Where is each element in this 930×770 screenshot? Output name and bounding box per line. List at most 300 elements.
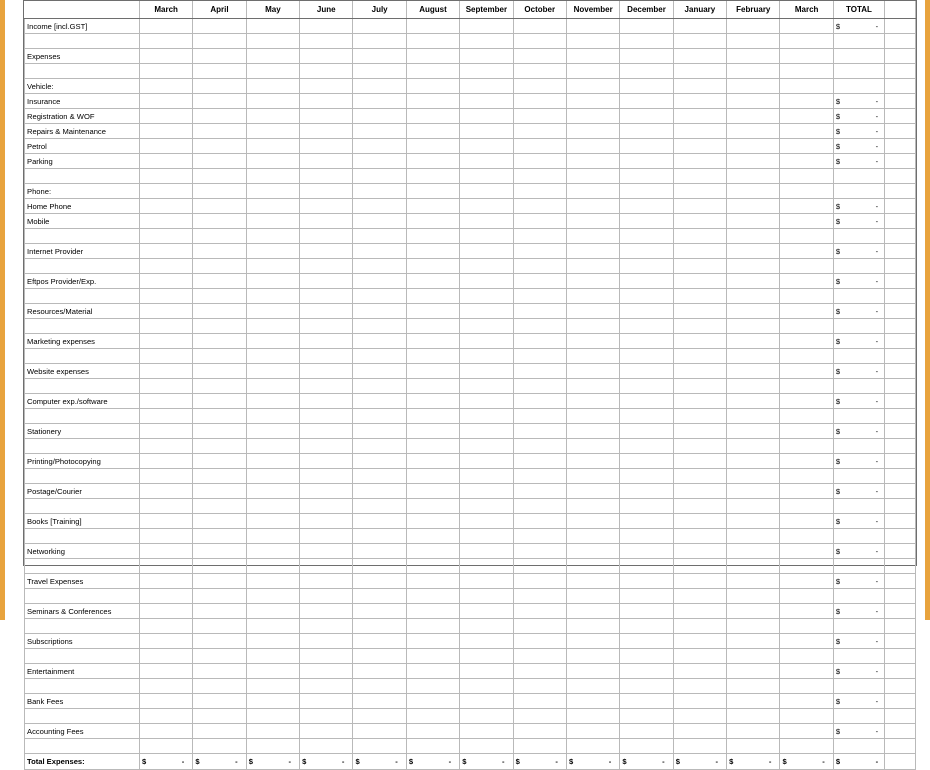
amount-cell[interactable]	[513, 274, 566, 289]
amount-cell[interactable]	[353, 79, 406, 94]
amount-cell[interactable]	[353, 124, 406, 139]
amount-cell[interactable]	[246, 439, 299, 454]
amount-cell[interactable]	[353, 139, 406, 154]
amount-cell[interactable]	[620, 289, 673, 304]
amount-cell[interactable]	[620, 424, 673, 439]
amount-cell[interactable]	[246, 19, 299, 34]
row-label[interactable]: Expenses	[25, 49, 140, 64]
amount-cell[interactable]	[727, 514, 780, 529]
amount-cell[interactable]	[406, 169, 459, 184]
amount-cell[interactable]	[300, 664, 353, 679]
amount-cell[interactable]	[673, 94, 726, 109]
amount-cell[interactable]	[300, 649, 353, 664]
amount-cell[interactable]	[460, 559, 513, 574]
amount-cell[interactable]	[353, 649, 406, 664]
amount-cell[interactable]	[513, 364, 566, 379]
amount-cell[interactable]	[406, 574, 459, 589]
amount-cell[interactable]	[513, 724, 566, 739]
amount-cell[interactable]	[780, 259, 833, 274]
amount-cell[interactable]	[727, 259, 780, 274]
amount-cell[interactable]	[620, 634, 673, 649]
amount-cell[interactable]	[300, 214, 353, 229]
amount-cell[interactable]	[193, 154, 246, 169]
amount-cell[interactable]	[780, 274, 833, 289]
amount-cell[interactable]	[566, 634, 619, 649]
amount-cell[interactable]	[673, 514, 726, 529]
amount-cell[interactable]	[193, 574, 246, 589]
amount-cell[interactable]	[353, 544, 406, 559]
amount-cell[interactable]	[513, 79, 566, 94]
row-label[interactable]: Mobile	[25, 214, 140, 229]
amount-cell[interactable]	[673, 274, 726, 289]
amount-cell[interactable]	[780, 109, 833, 124]
amount-cell[interactable]	[673, 334, 726, 349]
amount-cell[interactable]	[353, 19, 406, 34]
amount-cell[interactable]	[727, 64, 780, 79]
amount-cell[interactable]	[193, 229, 246, 244]
amount-cell[interactable]	[566, 154, 619, 169]
amount-cell[interactable]	[193, 214, 246, 229]
amount-cell[interactable]	[673, 214, 726, 229]
amount-cell[interactable]	[139, 199, 192, 214]
amount-cell[interactable]	[406, 79, 459, 94]
amount-cell[interactable]	[353, 664, 406, 679]
amount-cell[interactable]	[460, 499, 513, 514]
amount-cell[interactable]	[139, 214, 192, 229]
amount-cell[interactable]	[620, 34, 673, 49]
amount-cell[interactable]	[300, 544, 353, 559]
row-label[interactable]	[25, 259, 140, 274]
amount-cell[interactable]	[139, 49, 192, 64]
amount-cell[interactable]	[513, 529, 566, 544]
amount-cell[interactable]	[193, 109, 246, 124]
amount-cell[interactable]	[353, 259, 406, 274]
row-label[interactable]: Subscriptions	[25, 634, 140, 649]
amount-cell[interactable]	[353, 169, 406, 184]
amount-cell[interactable]	[727, 664, 780, 679]
amount-cell[interactable]	[620, 724, 673, 739]
amount-cell[interactable]	[566, 424, 619, 439]
amount-cell[interactable]	[246, 349, 299, 364]
row-label[interactable]: Petrol	[25, 139, 140, 154]
amount-cell[interactable]	[513, 154, 566, 169]
amount-cell[interactable]	[406, 679, 459, 694]
amount-cell[interactable]	[193, 319, 246, 334]
amount-cell[interactable]	[139, 19, 192, 34]
amount-cell[interactable]	[566, 64, 619, 79]
amount-cell[interactable]	[406, 739, 459, 754]
row-label[interactable]: Home Phone	[25, 199, 140, 214]
amount-cell[interactable]	[300, 49, 353, 64]
amount-cell[interactable]	[566, 349, 619, 364]
amount-cell[interactable]	[460, 439, 513, 454]
amount-cell[interactable]	[727, 169, 780, 184]
amount-cell[interactable]	[193, 589, 246, 604]
total-amount-cell[interactable]	[833, 319, 884, 334]
amount-cell[interactable]	[566, 364, 619, 379]
amount-cell[interactable]	[513, 214, 566, 229]
amount-cell[interactable]	[139, 154, 192, 169]
amount-cell[interactable]	[406, 139, 459, 154]
amount-cell[interactable]	[727, 349, 780, 364]
amount-cell[interactable]	[780, 394, 833, 409]
amount-cell[interactable]	[566, 379, 619, 394]
amount-cell[interactable]	[513, 379, 566, 394]
amount-cell[interactable]	[353, 424, 406, 439]
amount-cell[interactable]	[300, 529, 353, 544]
amount-cell[interactable]	[193, 664, 246, 679]
amount-cell[interactable]	[193, 199, 246, 214]
amount-cell[interactable]	[513, 469, 566, 484]
amount-cell[interactable]	[513, 229, 566, 244]
amount-cell[interactable]	[246, 229, 299, 244]
amount-cell[interactable]	[300, 604, 353, 619]
amount-cell[interactable]	[460, 334, 513, 349]
amount-cell[interactable]	[139, 169, 192, 184]
amount-cell[interactable]	[727, 589, 780, 604]
amount-cell[interactable]	[620, 469, 673, 484]
amount-cell[interactable]	[513, 124, 566, 139]
amount-cell[interactable]	[513, 439, 566, 454]
amount-cell[interactable]	[193, 244, 246, 259]
amount-cell[interactable]	[566, 649, 619, 664]
amount-cell[interactable]	[727, 484, 780, 499]
amount-cell[interactable]	[300, 169, 353, 184]
amount-cell[interactable]	[566, 514, 619, 529]
amount-cell[interactable]	[566, 619, 619, 634]
amount-cell[interactable]	[566, 709, 619, 724]
amount-cell[interactable]	[620, 139, 673, 154]
amount-cell[interactable]	[193, 394, 246, 409]
amount-cell[interactable]	[513, 199, 566, 214]
amount-cell[interactable]	[780, 169, 833, 184]
amount-cell[interactable]	[780, 484, 833, 499]
amount-cell[interactable]	[353, 574, 406, 589]
row-label[interactable]: Income [incl.GST]	[25, 19, 140, 34]
amount-cell[interactable]	[193, 499, 246, 514]
amount-cell[interactable]	[139, 514, 192, 529]
amount-cell[interactable]	[353, 319, 406, 334]
amount-cell[interactable]	[300, 274, 353, 289]
amount-cell[interactable]	[300, 139, 353, 154]
amount-cell[interactable]	[406, 244, 459, 259]
amount-cell[interactable]	[193, 49, 246, 64]
row-label[interactable]	[25, 319, 140, 334]
amount-cell[interactable]	[727, 94, 780, 109]
amount-cell[interactable]	[353, 484, 406, 499]
amount-cell[interactable]	[513, 139, 566, 154]
amount-cell[interactable]	[620, 394, 673, 409]
total-amount-cell[interactable]	[833, 559, 884, 574]
amount-cell[interactable]	[406, 64, 459, 79]
amount-cell[interactable]	[193, 424, 246, 439]
amount-cell[interactable]	[727, 649, 780, 664]
amount-cell[interactable]	[620, 334, 673, 349]
amount-cell[interactable]	[460, 199, 513, 214]
amount-cell[interactable]	[620, 664, 673, 679]
amount-cell[interactable]	[139, 79, 192, 94]
amount-cell[interactable]	[780, 679, 833, 694]
amount-cell[interactable]	[566, 319, 619, 334]
amount-cell[interactable]	[727, 544, 780, 559]
amount-cell[interactable]	[246, 724, 299, 739]
amount-cell[interactable]	[139, 634, 192, 649]
amount-cell[interactable]	[566, 544, 619, 559]
amount-cell[interactable]	[727, 79, 780, 94]
amount-cell[interactable]	[673, 424, 726, 439]
amount-cell[interactable]	[513, 259, 566, 274]
amount-cell[interactable]	[673, 49, 726, 64]
amount-cell[interactable]	[406, 304, 459, 319]
amount-cell[interactable]	[353, 454, 406, 469]
amount-cell[interactable]	[673, 289, 726, 304]
amount-cell[interactable]	[673, 439, 726, 454]
amount-cell[interactable]	[353, 214, 406, 229]
amount-cell[interactable]	[460, 109, 513, 124]
amount-cell[interactable]	[780, 229, 833, 244]
amount-cell[interactable]	[460, 289, 513, 304]
amount-cell[interactable]	[246, 64, 299, 79]
amount-cell[interactable]	[566, 574, 619, 589]
amount-cell[interactable]	[566, 739, 619, 754]
amount-cell[interactable]	[406, 634, 459, 649]
amount-cell[interactable]	[300, 109, 353, 124]
amount-cell[interactable]	[673, 664, 726, 679]
amount-cell[interactable]	[727, 409, 780, 424]
amount-cell[interactable]	[353, 154, 406, 169]
row-label[interactable]: Resources/Material	[25, 304, 140, 319]
amount-cell[interactable]	[300, 454, 353, 469]
amount-cell[interactable]	[727, 679, 780, 694]
row-label[interactable]: Phone:	[25, 184, 140, 199]
amount-cell[interactable]	[460, 214, 513, 229]
amount-cell[interactable]	[139, 184, 192, 199]
amount-cell[interactable]	[406, 709, 459, 724]
total-amount-cell[interactable]	[833, 589, 884, 604]
amount-cell[interactable]	[193, 484, 246, 499]
amount-cell[interactable]	[300, 34, 353, 49]
amount-cell[interactable]	[406, 694, 459, 709]
amount-cell[interactable]	[460, 259, 513, 274]
amount-cell[interactable]	[246, 304, 299, 319]
amount-cell[interactable]	[460, 34, 513, 49]
amount-cell[interactable]	[246, 334, 299, 349]
amount-cell[interactable]	[780, 244, 833, 259]
amount-cell[interactable]	[353, 289, 406, 304]
amount-cell[interactable]	[780, 724, 833, 739]
amount-cell[interactable]	[300, 154, 353, 169]
amount-cell[interactable]	[566, 199, 619, 214]
amount-cell[interactable]	[620, 709, 673, 724]
amount-cell[interactable]	[300, 364, 353, 379]
amount-cell[interactable]	[566, 259, 619, 274]
amount-cell[interactable]	[673, 634, 726, 649]
amount-cell[interactable]	[300, 334, 353, 349]
amount-cell[interactable]	[406, 454, 459, 469]
amount-cell[interactable]	[780, 529, 833, 544]
amount-cell[interactable]	[673, 184, 726, 199]
amount-cell[interactable]	[780, 214, 833, 229]
amount-cell[interactable]	[780, 319, 833, 334]
amount-cell[interactable]	[673, 544, 726, 559]
amount-cell[interactable]	[193, 559, 246, 574]
amount-cell[interactable]	[673, 244, 726, 259]
amount-cell[interactable]	[460, 664, 513, 679]
amount-cell[interactable]	[246, 139, 299, 154]
amount-cell[interactable]	[193, 724, 246, 739]
amount-cell[interactable]	[727, 274, 780, 289]
amount-cell[interactable]	[727, 454, 780, 469]
amount-cell[interactable]	[193, 529, 246, 544]
amount-cell[interactable]	[406, 289, 459, 304]
row-label[interactable]	[25, 229, 140, 244]
row-label[interactable]: Postage/Courier	[25, 484, 140, 499]
amount-cell[interactable]	[727, 379, 780, 394]
amount-cell[interactable]	[620, 484, 673, 499]
amount-cell[interactable]	[513, 604, 566, 619]
amount-cell[interactable]	[246, 379, 299, 394]
amount-cell[interactable]	[300, 694, 353, 709]
row-label[interactable]	[25, 559, 140, 574]
amount-cell[interactable]	[780, 604, 833, 619]
amount-cell[interactable]	[406, 109, 459, 124]
row-label[interactable]	[25, 529, 140, 544]
amount-cell[interactable]	[460, 529, 513, 544]
amount-cell[interactable]	[246, 544, 299, 559]
amount-cell[interactable]	[513, 409, 566, 424]
amount-cell[interactable]	[620, 379, 673, 394]
amount-cell[interactable]	[780, 634, 833, 649]
amount-cell[interactable]	[300, 199, 353, 214]
amount-cell[interactable]	[673, 469, 726, 484]
amount-cell[interactable]	[513, 94, 566, 109]
amount-cell[interactable]	[246, 184, 299, 199]
amount-cell[interactable]	[139, 334, 192, 349]
amount-cell[interactable]	[673, 709, 726, 724]
amount-cell[interactable]	[727, 619, 780, 634]
amount-cell[interactable]	[460, 619, 513, 634]
row-label[interactable]: Insurance	[25, 94, 140, 109]
amount-cell[interactable]	[406, 364, 459, 379]
amount-cell[interactable]	[353, 619, 406, 634]
amount-cell[interactable]	[620, 94, 673, 109]
total-amount-cell[interactable]	[833, 379, 884, 394]
amount-cell[interactable]	[620, 454, 673, 469]
amount-cell[interactable]	[139, 559, 192, 574]
amount-cell[interactable]	[780, 124, 833, 139]
amount-cell[interactable]	[406, 394, 459, 409]
amount-cell[interactable]	[193, 79, 246, 94]
row-label[interactable]	[25, 499, 140, 514]
amount-cell[interactable]	[460, 64, 513, 79]
amount-cell[interactable]	[780, 514, 833, 529]
amount-cell[interactable]	[780, 574, 833, 589]
amount-cell[interactable]	[673, 259, 726, 274]
amount-cell[interactable]	[300, 289, 353, 304]
amount-cell[interactable]	[727, 604, 780, 619]
amount-cell[interactable]	[139, 319, 192, 334]
amount-cell[interactable]	[193, 379, 246, 394]
amount-cell[interactable]	[460, 454, 513, 469]
amount-cell[interactable]	[406, 439, 459, 454]
amount-cell[interactable]	[620, 544, 673, 559]
total-amount-cell[interactable]	[833, 49, 884, 64]
amount-cell[interactable]	[460, 184, 513, 199]
total-amount-cell[interactable]	[833, 649, 884, 664]
amount-cell[interactable]	[780, 739, 833, 754]
amount-cell[interactable]	[460, 94, 513, 109]
amount-cell[interactable]	[673, 724, 726, 739]
amount-cell[interactable]	[139, 139, 192, 154]
amount-cell[interactable]	[300, 559, 353, 574]
amount-cell[interactable]	[566, 94, 619, 109]
amount-cell[interactable]	[566, 184, 619, 199]
amount-cell[interactable]	[246, 169, 299, 184]
amount-cell[interactable]	[620, 244, 673, 259]
amount-cell[interactable]	[513, 169, 566, 184]
amount-cell[interactable]	[513, 394, 566, 409]
amount-cell[interactable]	[673, 229, 726, 244]
amount-cell[interactable]	[353, 499, 406, 514]
amount-cell[interactable]	[193, 514, 246, 529]
amount-cell[interactable]	[406, 604, 459, 619]
amount-cell[interactable]	[139, 469, 192, 484]
amount-cell[interactable]	[513, 619, 566, 634]
row-label[interactable]	[25, 709, 140, 724]
amount-cell[interactable]	[780, 589, 833, 604]
amount-cell[interactable]	[513, 709, 566, 724]
amount-cell[interactable]	[673, 154, 726, 169]
amount-cell[interactable]	[353, 274, 406, 289]
amount-cell[interactable]	[780, 499, 833, 514]
amount-cell[interactable]	[300, 439, 353, 454]
amount-cell[interactable]	[139, 679, 192, 694]
amount-cell[interactable]	[513, 424, 566, 439]
amount-cell[interactable]	[566, 79, 619, 94]
amount-cell[interactable]	[513, 544, 566, 559]
amount-cell[interactable]	[566, 124, 619, 139]
amount-cell[interactable]	[193, 64, 246, 79]
row-label[interactable]	[25, 289, 140, 304]
total-amount-cell[interactable]	[833, 184, 884, 199]
amount-cell[interactable]	[406, 424, 459, 439]
amount-cell[interactable]	[193, 694, 246, 709]
amount-cell[interactable]	[673, 124, 726, 139]
amount-cell[interactable]	[513, 184, 566, 199]
amount-cell[interactable]	[406, 379, 459, 394]
amount-cell[interactable]	[620, 274, 673, 289]
amount-cell[interactable]	[566, 694, 619, 709]
amount-cell[interactable]	[193, 649, 246, 664]
amount-cell[interactable]	[460, 409, 513, 424]
row-label[interactable]	[25, 619, 140, 634]
row-label[interactable]	[25, 409, 140, 424]
amount-cell[interactable]	[727, 319, 780, 334]
amount-cell[interactable]	[139, 394, 192, 409]
amount-cell[interactable]	[139, 529, 192, 544]
amount-cell[interactable]	[620, 499, 673, 514]
amount-cell[interactable]	[246, 319, 299, 334]
amount-cell[interactable]	[353, 709, 406, 724]
amount-cell[interactable]	[513, 694, 566, 709]
amount-cell[interactable]	[406, 124, 459, 139]
amount-cell[interactable]	[300, 304, 353, 319]
amount-cell[interactable]	[460, 169, 513, 184]
amount-cell[interactable]	[620, 619, 673, 634]
amount-cell[interactable]	[727, 289, 780, 304]
amount-cell[interactable]	[300, 724, 353, 739]
amount-cell[interactable]	[460, 154, 513, 169]
